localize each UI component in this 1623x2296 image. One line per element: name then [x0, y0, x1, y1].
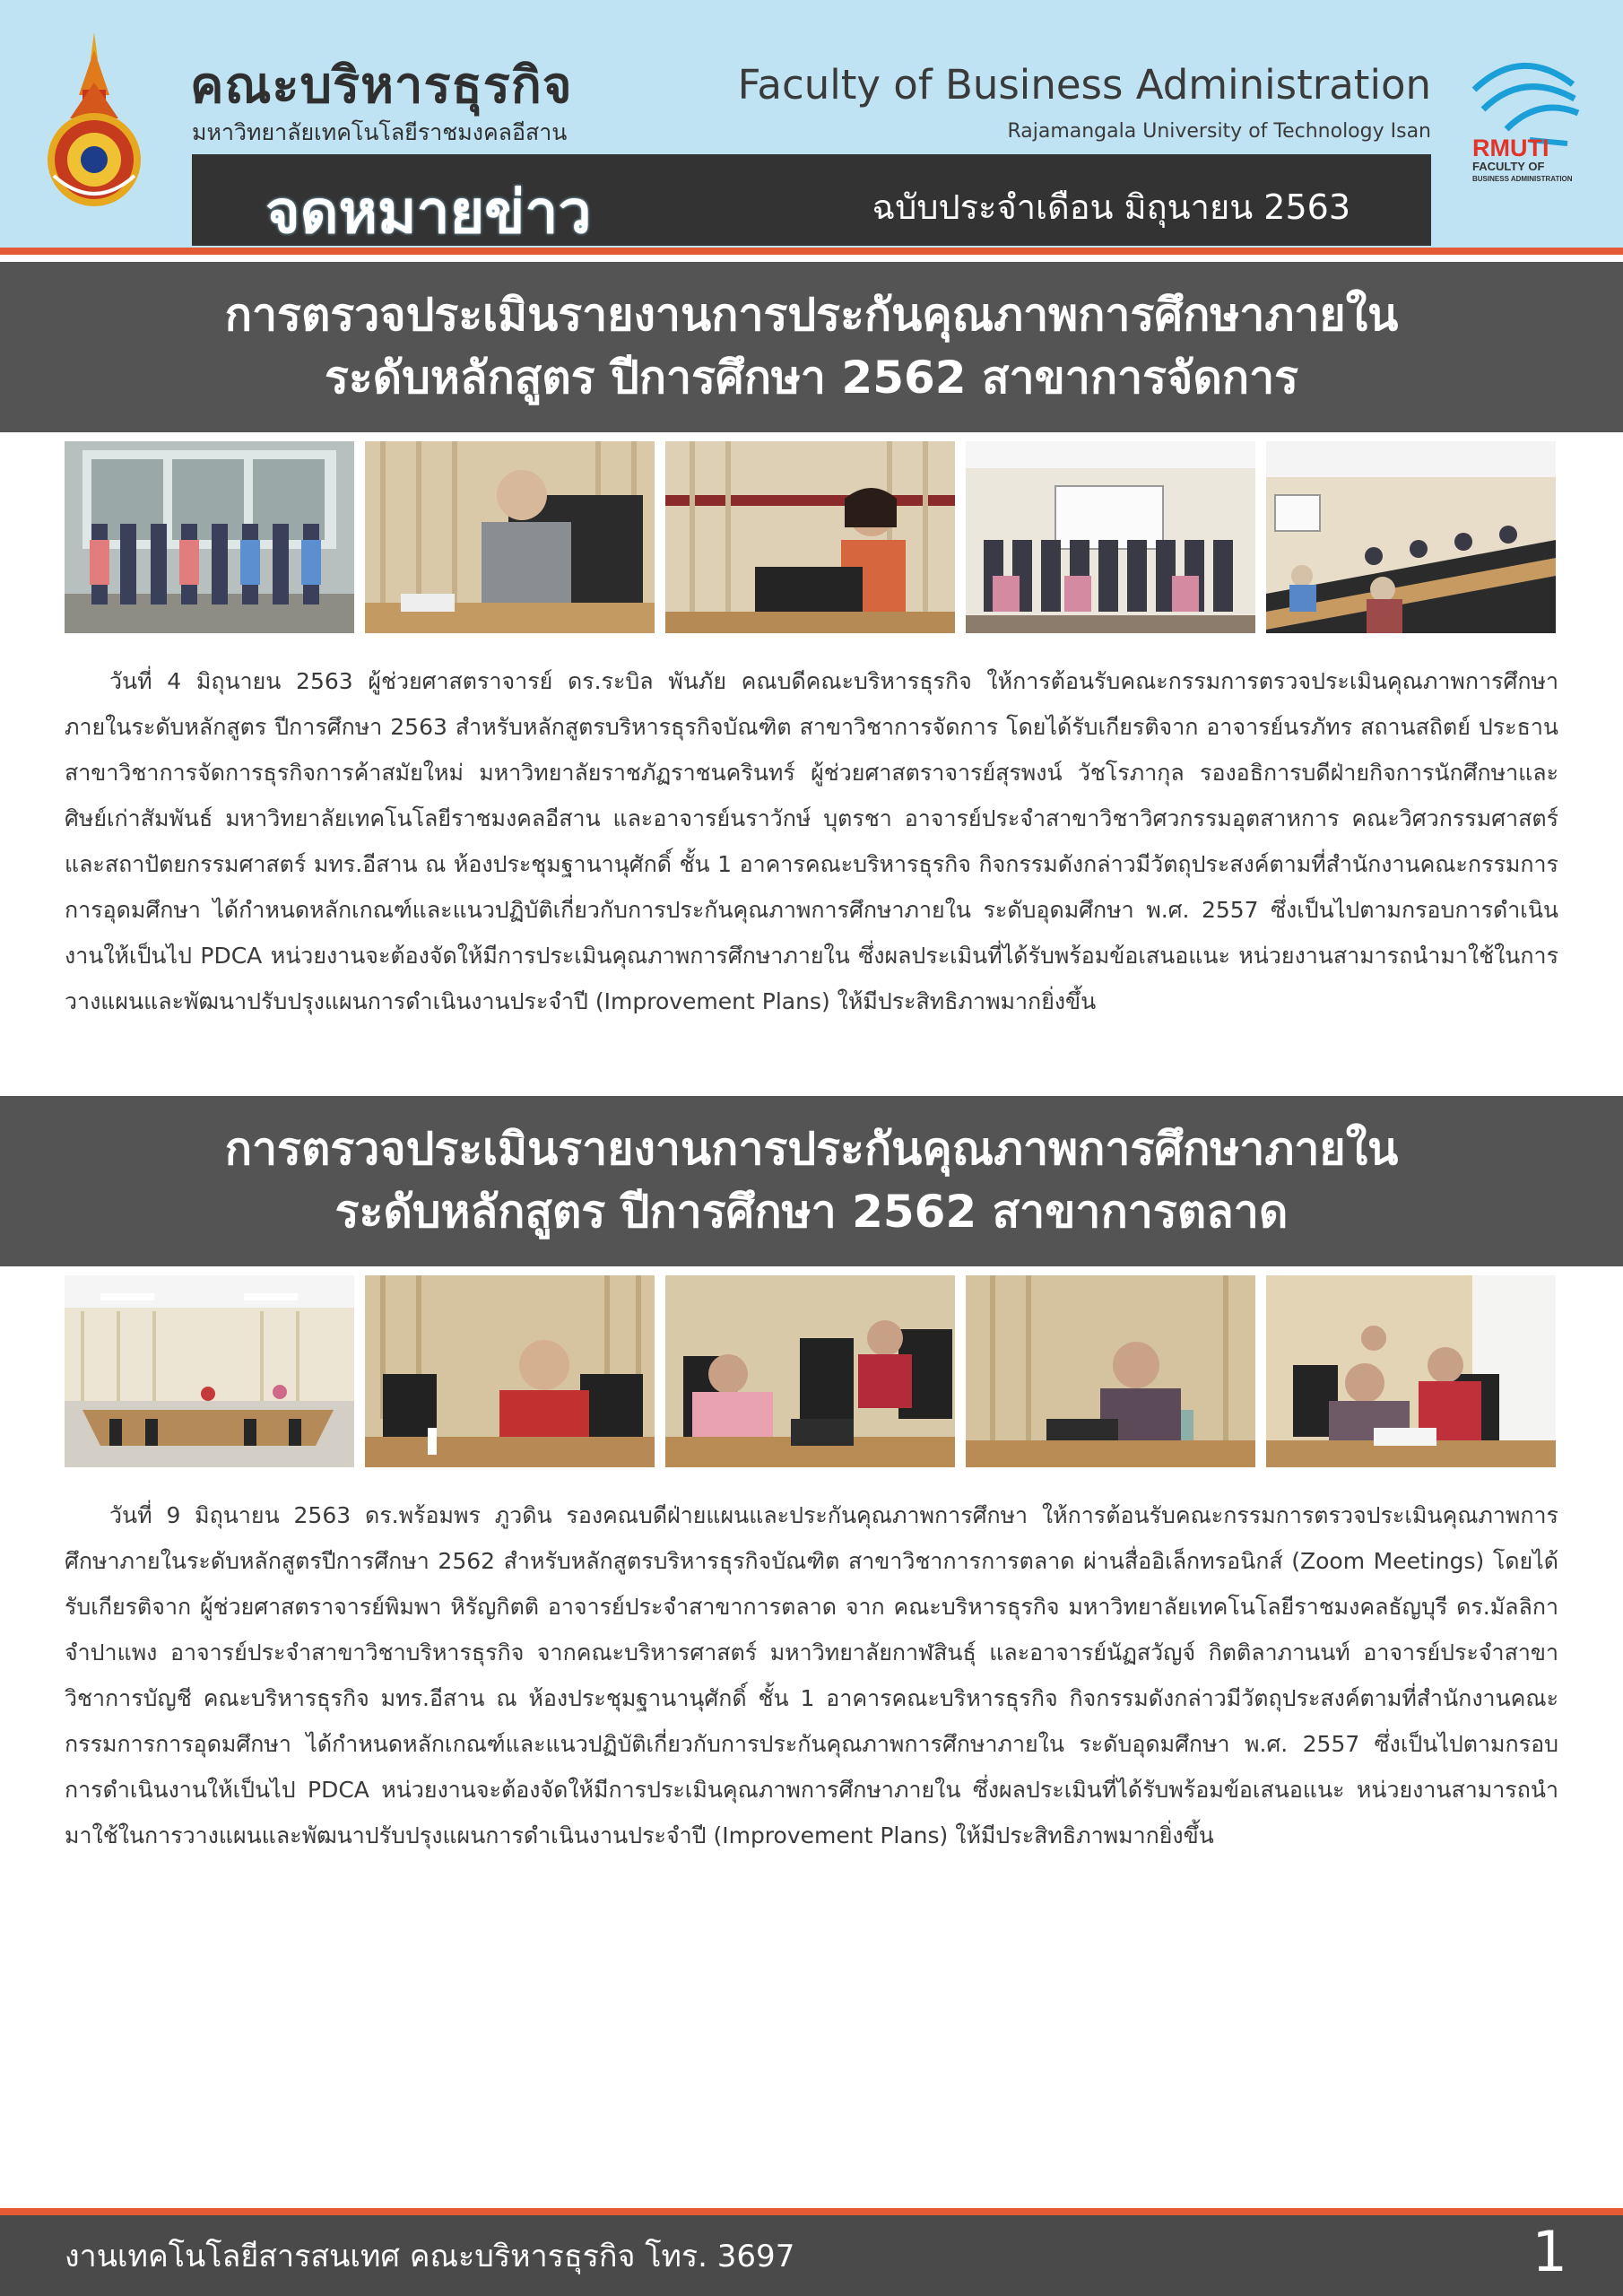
section-2-photo-1 [65, 1275, 354, 1467]
section-1-title-line1: การตรวจประเมินรายงานการประกันคุณภาพการศึกษาภายใน [224, 289, 1399, 341]
section-2-body: วันที่ 9 มิถุนายน 2563 ดร.พร้อมพร ภูวดิน รองคณบดีฝ่ายแผนและประกันคุณภาพการศึกษา ให้การต้อนรับคณะกรรมการตรวจประเมินคุณภาพการศึกษาภายในระดับหลักสูตรปีการศึกษา 2562 สำหรับหลักสูตรบริหารธุรกิจบัณฑิต สาขาวิชาการการตลาด ผ่านสื่ออิเล็กทรอนิกส์ (Zoom Meetings) โดยได้รับเกียรติจาก ผู้ช่วยศาสตราจารย์พิมพา หิรัญกิตติ อาจารย์ประจำสาขาการตลาด จาก คณะบริหารธุรกิจ มหาวิทยาลัยเทคโนโลยีราชมงคลธัญบุรี ดร.มัลลิกา จำปาแพง อาจารย์ประจำสาขาวิชาบริหารธุรกิจ จากคณะบริหารศาสตร์ มหาวิทยาลัยกาฬสินธุ์ และอาจารย์นัฏสวัญจ์ กิตติลาภานนท์ อาจารย์ประจำสาขาวิชาการบัญชี คณะบริหารธุรกิจ มทร.อีสาน ณ ห้องประชุมฐานานุศักดิ์ ชั้น 1 อาคารคณะบริหารธุรกิจ กิจกรรมดังกล่าวมีวัตถุประสงค์ตามที่สำนักงานคณะกรรมการการอุดมศึกษา ได้กำหนดหลักเกณฑ์และแนวปฏิบัติเกี่ยวกับการประกันคุณภาพการศึกษาภายใน ระดับอุดมศึกษา พ.ศ. 2557 ซึ่งเป็นไปตามกรอบการดำเนินงานให้เป็นไป PDCA หน่วยงานจะต้องจัดให้มีการประเมินคุณภาพการศึกษาภายใน ซึ่งผลประเมินที่ได้รับพร้อมข้อเสนอแนะ หน่วยงานสามารถนำมาใช้ในการวางแผนและพัฒนาปรับปรุงแผนการดำเนินงานประจำปี (Improvement Plans) ให้มีประสิทธิภาพมากยิ่งขึ้น [65, 1502, 1558, 1848]
footer-divider [0, 2208, 1623, 2215]
newsletter-title: จดหมายข่าว [265, 178, 592, 247]
header-divider [0, 248, 1623, 255]
newsletter-header [0, 0, 1623, 255]
rmuti-logo-sub1: FACULTY OF [1472, 160, 1545, 173]
page-number: 1 [1532, 2219, 1567, 2284]
university-name-thai: มหาวิทยาลัยเทคโนโลยีราชมงคลอีสาน [192, 119, 568, 145]
page-footer [0, 2215, 1623, 2296]
section-1-photo-1 [65, 441, 354, 633]
rmuti-logo [1467, 54, 1593, 188]
issue-label: ฉบับประจำเดือน มิถุนายน 2563 [872, 187, 1350, 227]
section-2-title-line1: การตรวจประเมินรายงานการประกันคุณภาพการศึกษาภายใน [224, 1123, 1399, 1175]
university-seal-logo [43, 32, 145, 208]
section-2-photo-2 [365, 1275, 655, 1467]
rmuti-logo-text: RMUTI [1472, 135, 1549, 161]
rmuti-logo-sub2: BUSINESS ADMINISTRATION [1472, 175, 1573, 183]
section-2-photo-3 [665, 1275, 955, 1467]
faculty-name-english: Faculty of Business Administration [737, 61, 1431, 109]
section-1-photo-4 [966, 441, 1255, 633]
section-1-photo-3 [665, 441, 955, 633]
section-1-title-line2: ระดับหลักสูตร ปีการศึกษา 2562 สาขาการจัดการ [324, 352, 1299, 404]
section-2-title-line2: ระดับหลักสูตร ปีการศึกษา 2562 สาขาการตลาด [334, 1186, 1289, 1238]
section-1-body: วันที่ 4 มิถุนายน 2563 ผู้ช่วยศาสตราจารย์ ดร.ระบิล พันภัย คณบดีคณะบริหารธุรกิจ ให้การต้อนรับคณะกรรมการตรวจประเมินคุณภาพการศึกษาภายในระดับหลักสูตร ปีการศึกษา 2563 สำหรับหลักสูตรบริหารธุรกิจบัณฑิต สาขาวิชาการจัดการ โดยได้รับเกียรติจาก อาจารย์นรภัทร สถานสถิตย์ ประธานสาขาวิชาการจัดการธุรกิจการค้าสมัยใหม่ มหาวิทยาลัยราชภัฏราชนครินทร์ ผู้ช่วยศาสตราจารย์สุรพงน์ วัชโรภากุล รองอธิการบดีฝ่ายกิจการนักศึกษาและศิษย์เก่าสัมพันธ์ มหาวิทยาลัยเทคโนโลยีราชมงคลอีสาน และอาจารย์นราวักษ์ บุตรชา อาจารย์ประจำสาขาวิชาวิศวกรรมอุตสาหการ คณะวิศวกรรมศาสตร์และสถาปัตยกรรมศาสตร์ มทร.อีสาน ณ ห้องประชุมฐานานุศักดิ์ ชั้น 1 อาคารคณะบริหารธุรกิจ กิจกรรมดังกล่าวมีวัตถุประสงค์ตามที่สำนักงานคณะกรรมการการอุดมศึกษา ได้กำหนดหลักเกณฑ์และแนวปฏิบัติเกี่ยวกับการประกันคุณภาพการศึกษาภายใน ระดับอุดมศึกษา พ.ศ. 2557 ซึ่งเป็นไปตามกรอบการดำเนินงานให้เป็นไป PDCA หน่วยงานจะต้องจัดให้มีการประเมินคุณภาพการศึกษาภายใน ซึ่งผลประเมินที่ได้รับพร้อมข้อเสนอแนะ หน่วยงานสามารถนำมาใช้ในการวางแผนและพัฒนาปรับปรุงแผนการดำเนินงานประจำปี (Improvement Plans) ให้มีประสิทธิภาพมากยิ่งขึ้น [65, 668, 1558, 1014]
faculty-name-thai: คณะบริหารธุรกิจ [190, 57, 573, 115]
section-1-photo-2 [365, 441, 655, 633]
newsletter-title-bar [192, 154, 1431, 246]
section-1-photo-5 [1266, 441, 1556, 633]
section-2-photo-5 [1266, 1275, 1556, 1467]
university-name-english: Rajamangala University of Technology Isan [1007, 120, 1431, 143]
section-2-title [0, 1096, 1623, 1266]
section-2-photo-4 [966, 1275, 1255, 1467]
section-1-title [0, 262, 1623, 432]
footer-contact: งานเทคโนโลยีสารสนเทศ คณะบริหารธุรกิจ โทร. 3697 [65, 2239, 795, 2274]
